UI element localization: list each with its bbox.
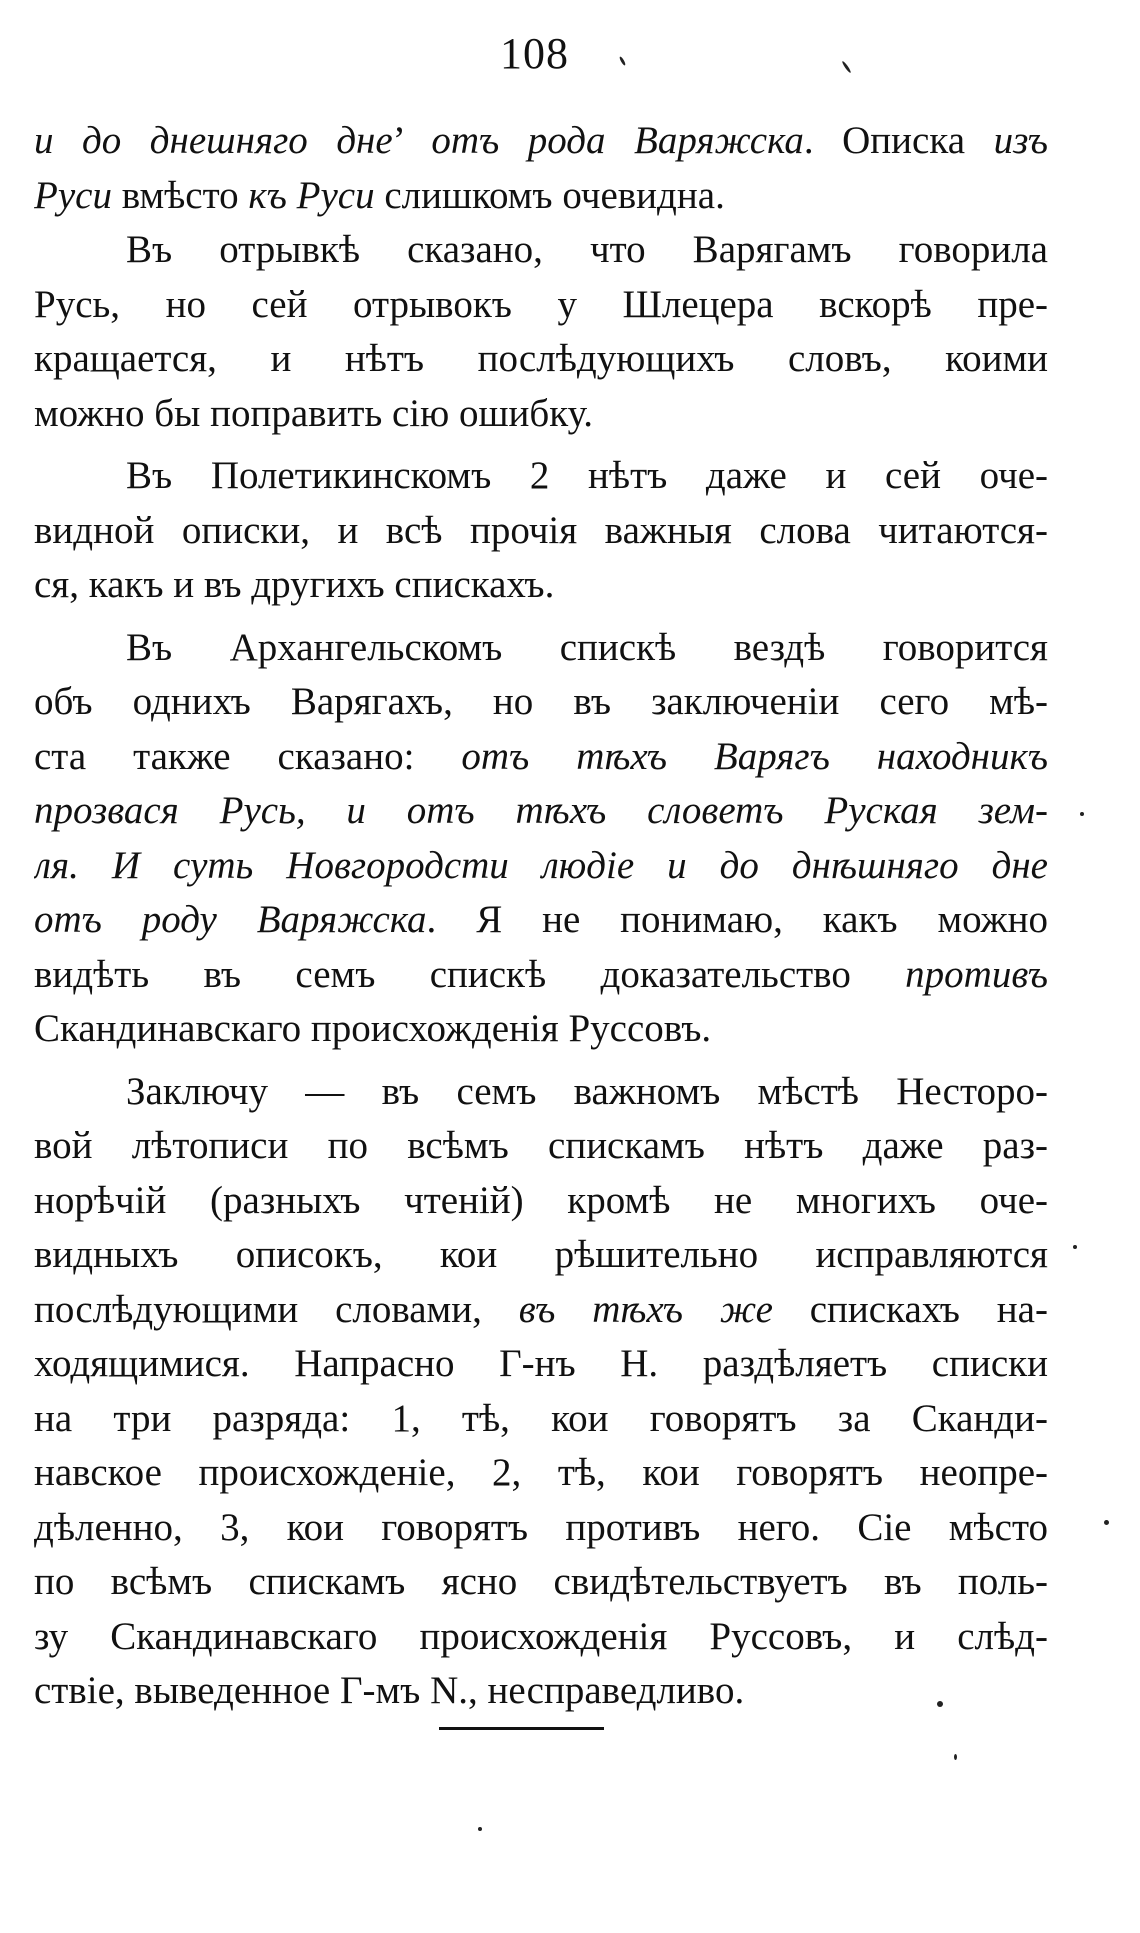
text-segment: ста также сказано: (34, 734, 462, 778)
text-line (34, 1174, 1048, 1229)
text-line (34, 784, 1048, 839)
text-line (34, 675, 1048, 730)
text-segment: вмѣсто (111, 173, 249, 217)
text-line (34, 1392, 1048, 1447)
italic-text: противъ (905, 952, 1048, 996)
paragraph-gap (34, 1057, 1048, 1065)
text-segment: Заключу — въ семъ важномъ мѣстѣ Несторо- (126, 1069, 1048, 1113)
italic-text: изъ (993, 119, 1048, 162)
text-segment: видной описки, и всѣ прочія важныя слова читаются- (34, 508, 1048, 552)
text-segment: зу Скандинавскаго происхожденія Руссовъ, и слѣд- (34, 1614, 1048, 1658)
text-segment: ’ (392, 119, 432, 162)
text-segment: на три разряда: 1, тѣ, кои говорятъ за Сканди- (34, 1396, 1048, 1440)
print-speck (937, 1701, 943, 1707)
italic-text: и до днешняго дне (34, 119, 393, 162)
text-line (34, 278, 1048, 333)
print-speck (841, 60, 851, 73)
text-line (34, 169, 1048, 224)
italic-text: ля. И суть Новгородсти людіе и до днѣшняго дне (34, 843, 1048, 887)
text-segment: кращается, и нѣтъ послѣдующихъ словъ, коими (34, 337, 1048, 380)
text-line (34, 1228, 1048, 1283)
text-segment: спискахъ на- (772, 1287, 1048, 1331)
page-number: 108 (500, 29, 569, 78)
italic-text: отъ тѣхъ Варягъ находникъ (461, 734, 1048, 778)
text-segment: по всѣмъ спискамъ ясно свидѣтельствуетъ въ поль- (34, 1560, 1048, 1603)
text-line (34, 839, 1048, 894)
text-line (34, 1501, 1048, 1556)
text-line (34, 332, 1048, 387)
text-segment: норѣчій (разныхъ чтеній) кромѣ не многихъ оче- (34, 1178, 1048, 1222)
text-line (34, 730, 1048, 785)
text-segment: Русь, но сей отрывокъ у Шлецера вскорѣ пре- (34, 282, 1048, 326)
print-speck (1080, 812, 1084, 816)
print-speck (478, 1827, 482, 1831)
text-segment: послѣдующими словами, (34, 1287, 519, 1331)
text-line (34, 223, 1048, 278)
paragraph-gap (34, 613, 1048, 621)
text-segment: ходящимися. Напрасно Г-нъ Н. раздѣляетъ списки (34, 1342, 1048, 1385)
text-segment: . Описка (803, 119, 994, 162)
italic-text: отъ рода Варяжска (431, 119, 804, 162)
text-segment: видѣть въ семъ спискѣ доказательство (34, 952, 906, 996)
text-segment: Въ отрывкѣ сказано, что Варягамъ говорила (126, 228, 1048, 271)
print-speck (619, 56, 627, 66)
text-line (34, 387, 1048, 442)
text-segment: видныхъ описокъ, кои рѣшительно исправляются (34, 1233, 1048, 1276)
paragraph-gap (34, 441, 1048, 449)
text-segment: ся, какъ и въ другихъ спискахъ. (34, 563, 555, 606)
text-segment: слишкомъ очевидна. (374, 173, 725, 217)
print-speck (1073, 1245, 1077, 1249)
print-speck (1104, 1520, 1109, 1525)
text-line (34, 948, 1048, 1003)
text-segment: ствіе, выведенное Г-мъ N., несправедливо. (34, 1669, 745, 1712)
text-segment: дѣленно, 3, кои говорятъ противъ него. Сіе мѣсто (34, 1505, 1048, 1549)
text-line (34, 558, 1048, 613)
text-line (34, 621, 1048, 676)
text-line (34, 1610, 1048, 1665)
italic-text: прозвася Русь, и отъ тѣхъ словетъ Руская зем- (34, 789, 1048, 832)
text-line (34, 1065, 1048, 1120)
italic-text: къ Руси (248, 173, 375, 217)
text-segment: Скандинавскаго происхожденія Руссовъ. (34, 1007, 712, 1050)
text-line (34, 893, 1048, 948)
text-segment: Въ Полетикинскомъ 2 нѣтъ даже и сей оче- (126, 454, 1048, 497)
body-text (34, 114, 1048, 1719)
text-line (34, 1446, 1048, 1501)
text-segment: можно бы поправить сію ошибку. (34, 391, 594, 435)
text-line (34, 1283, 1048, 1338)
text-segment: . Я не понимаю, какъ можно (426, 898, 1048, 941)
italic-text: отъ роду Варяжска (34, 898, 427, 941)
text-segment: навское происхожденіе, 2, тѣ, кои говорятъ неопре- (34, 1451, 1048, 1494)
italic-text: въ тѣхъ же (518, 1287, 773, 1331)
text-segment: Въ Архангельскомъ спискѣ вездѣ говорится (126, 625, 1048, 669)
section-end-rule (439, 1727, 604, 1730)
text-segment: объ однихъ Варягахъ, но въ заключеніи сего мѣ- (34, 680, 1048, 723)
text-line (34, 1119, 1048, 1174)
text-line (34, 1664, 1048, 1719)
text-line (34, 504, 1048, 559)
italic-text: Руси (34, 173, 112, 217)
text-line (34, 449, 1048, 504)
text-line (34, 1337, 1048, 1392)
text-line (34, 1002, 1048, 1057)
print-speck (954, 1754, 957, 1760)
text-line (34, 114, 1048, 169)
text-segment: вой лѣтописи по всѣмъ спискамъ нѣтъ даже раз- (34, 1124, 1048, 1167)
text-line (34, 1555, 1048, 1610)
